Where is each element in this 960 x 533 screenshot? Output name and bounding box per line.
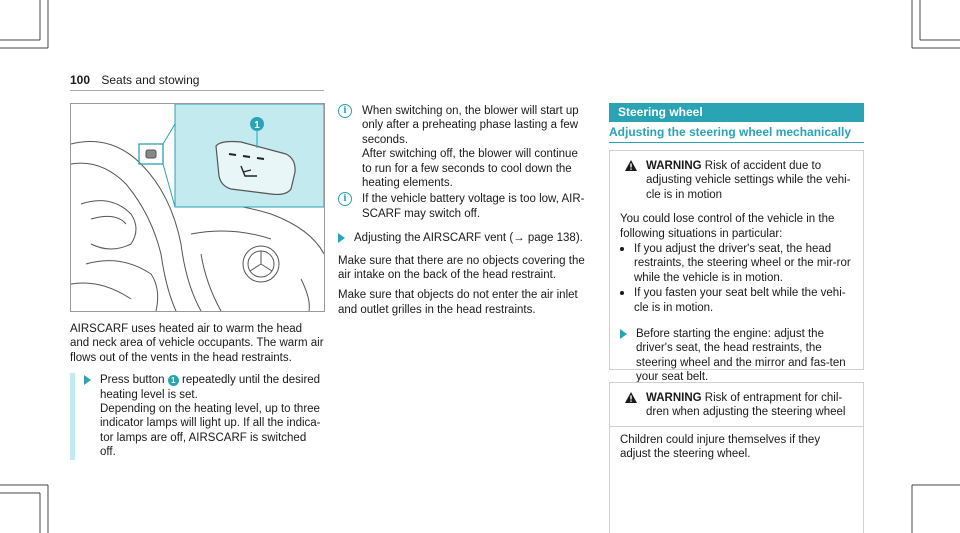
step-bar xyxy=(70,373,75,459)
info-icon: i xyxy=(338,192,352,206)
airscarf-button-figure xyxy=(70,103,325,312)
warning-label-1: WARNING xyxy=(646,160,702,172)
step-text-pre: Press button xyxy=(100,374,165,387)
warning-body-2: Children could injure themselves if they adjust the steering wheel. xyxy=(620,433,821,461)
vent-page-link[interactable]: Adjusting the AIRSCARF vent (→ page 138). xyxy=(354,232,583,245)
warning-text-1: Risk of accident due to adjusting vehicle settings while the vehi-cle is in motion xyxy=(646,160,851,201)
door-panel-illustration xyxy=(71,104,324,311)
section-name: Seats and stowing xyxy=(101,73,200,87)
warning-text-2: Risk of entrapment for chil-dren when adjusting the steering wheel xyxy=(646,392,846,419)
warning-header-1 xyxy=(620,159,853,202)
warning-divider xyxy=(610,426,863,427)
warning-box-1 xyxy=(609,150,864,384)
warning-box-2 xyxy=(609,382,864,533)
header-rule xyxy=(70,90,324,91)
step-arrow-icon xyxy=(338,233,345,243)
callout-number: 1 xyxy=(254,120,260,131)
page-number: 100 xyxy=(70,73,91,87)
button-1-badge: 1 xyxy=(168,375,179,386)
note-battery xyxy=(338,192,590,221)
step-adjust-vent xyxy=(338,231,590,245)
step-line2: Depending on the heating level, up to three indicator lamps will light up. If all the indica-tor lamps are off, AIRSCARF is switched off. xyxy=(100,403,321,459)
warning-body-1: You could lose control of the vehicle in the following situations in particular: xyxy=(620,213,835,240)
left-column xyxy=(70,322,324,460)
section-title-bar: Steering wheel xyxy=(609,103,864,122)
warning-label-2: WARNING xyxy=(646,392,702,404)
note1-a: When switching on, the blower will start up only after a preheating phase lasting a few seconds. xyxy=(362,105,579,146)
paragraph-air-intake: Make sure that there are no objects covering the air intake on the back of the head restraint. xyxy=(338,254,585,282)
step-line1 xyxy=(100,373,324,402)
paragraph-grilles: Make sure that objects do not enter the air inlet and outlet grilles in the head restraints. xyxy=(338,289,578,316)
bullet-item xyxy=(620,286,853,315)
bullet-dot xyxy=(620,247,624,251)
step-text-post: repeatedly until the desired heating level is set. xyxy=(100,374,321,401)
bullet-item xyxy=(620,242,853,285)
step-arrow-icon xyxy=(84,375,91,385)
intro-paragraph: AIRSCARF uses heated air to warm the head and neck area of vehicle occupants. The warm air flows out of the vents in the head restraints. xyxy=(70,323,324,364)
note1-b: After switching off, the blower will continue to run for a few seconds to cool down the heating elements. xyxy=(362,148,578,190)
info-icon: i xyxy=(338,104,352,118)
middle-column xyxy=(338,104,590,317)
bullet-text: If you adjust the driver's seat, the head restraints, the steering wheel or the mir-ror while the vehicle is in motion. xyxy=(634,243,851,284)
warning-icon xyxy=(624,391,638,404)
warning-icon xyxy=(624,159,638,172)
warning-header-2 xyxy=(620,391,853,420)
bullet-dot xyxy=(620,291,624,295)
step-press-button xyxy=(70,373,324,459)
subheading: Adjusting the steering wheel mechanically xyxy=(609,125,864,143)
page-header xyxy=(70,73,199,87)
note2: If the vehicle battery voltage is too low, AIR-SCARF may switch off. xyxy=(362,193,585,220)
bullet-text: If you fasten your seat belt while the vehi-cle is in motion. xyxy=(634,287,846,314)
note-blower xyxy=(338,104,590,190)
step-arrow-icon xyxy=(620,329,627,339)
warning-step-1 xyxy=(620,327,853,385)
warning-step-text: Before starting the engine: adjust the driver's seat, the head restraints, the steering wheel and the mirror and fas-ten your seat belt. xyxy=(636,328,846,384)
